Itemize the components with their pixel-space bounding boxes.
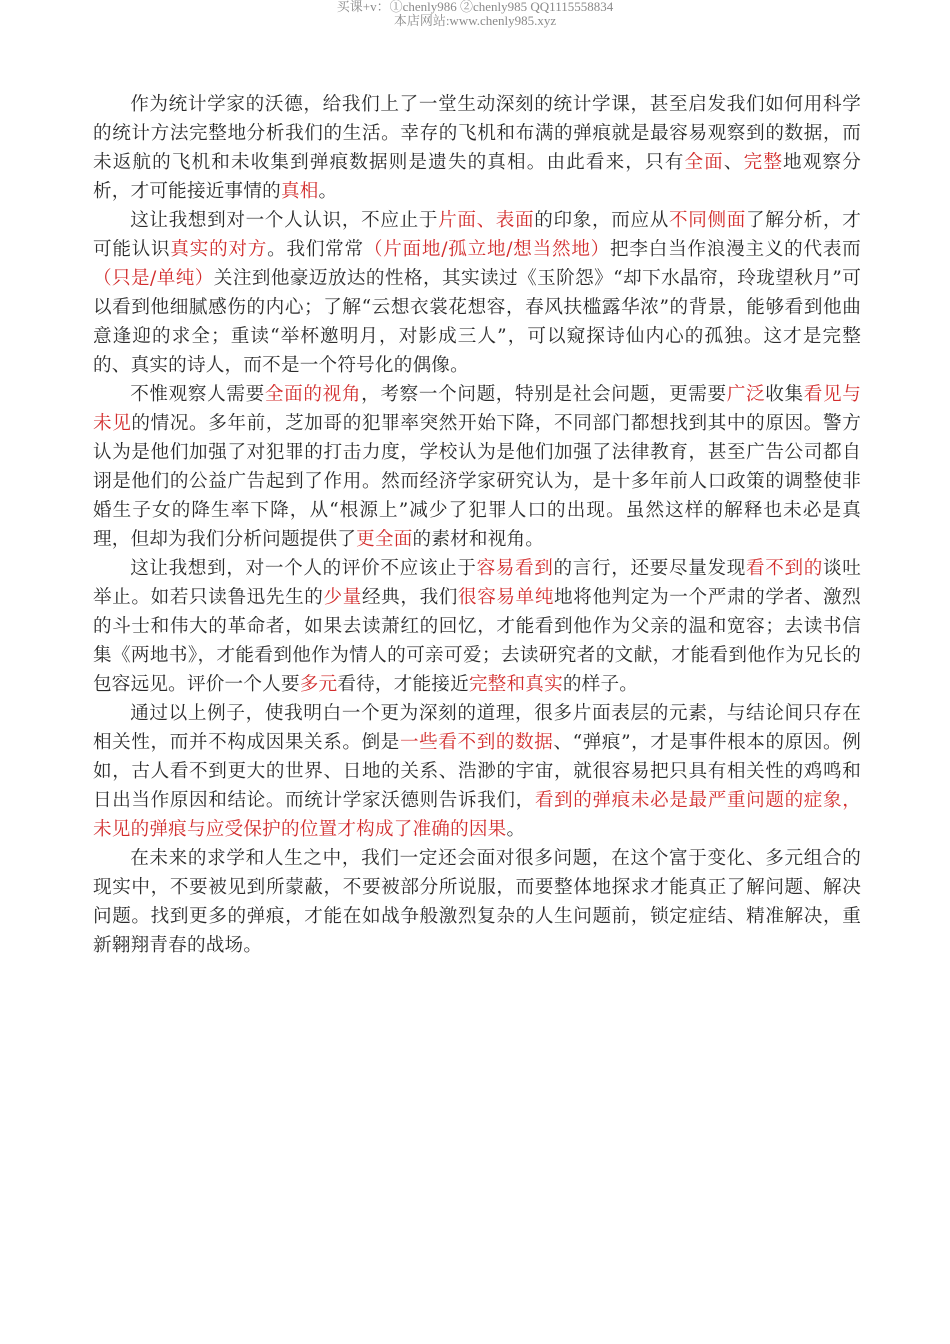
paragraph-3 [93,380,861,554]
paragraph-4 [93,554,861,699]
highlighted-text: 全面的视角 [264,384,362,405]
body-text: 关注到他豪迈放达的性格，其实读过《玉阶怨》“却下水晶帘，玲珑望秋月”可以看到他细腻感伤的内心；了解“云想衣裳花想容，春风扶槛露华浓”的背景，能够看到他曲意逢迎的求全；重读“举杯邀明月，对影成三人”，可以窥探诗仙内心的孤独。这才是完整的、真实的诗人，而不是一个符号化的偶像。 [93,268,861,376]
highlighted-text: （片面地/孤立地/想当然地） [363,239,611,260]
body-text: 的样子。 [562,674,639,695]
paragraph-2 [93,206,861,380]
body-text: 。我们常常 [267,239,364,260]
highlighted-text: 看不到的 [745,558,823,579]
highlighted-text: 更全面 [356,529,413,550]
body-text: 的印象，而应从 [534,210,669,231]
body-text: 这让我想到对一个人认识，不应止于 [130,210,439,231]
body-text: 谈吐举止。如若只读鲁迅先生的 [93,558,862,608]
highlighted-text: 看见与未见 [93,384,861,434]
body-text: 作为统计学家的沃德，给我们上了一堂生动深刻的统计学课，甚至启发我们如何用科学的统计方法完整地分析我们的生活。幸存的飞机和布满的弹痕就是最容易观察到的数据，而未返航的飞机和未收集到弹痕数据则是遗失的真相。由此看来，只有 [93,94,861,173]
highlighted-text: 广泛 [726,384,766,405]
highlighted-text: 一些看不到的数据 [399,732,554,753]
paragraph-5 [93,699,861,844]
body-text: 、“弹痕”，才是事件根本的原因。例如，古人看不到更大的世界、日地的关系、浩渺的宇宙，就很容易把只具有相关性的鸡鸣和日出当作原因和结论。而统计学家沃德则告诉我们， [93,732,861,811]
body-text: 。 [506,819,526,840]
highlighted-text: 多元 [299,674,338,695]
watermark-header [0,0,950,28]
highlighted-text: 容易看到 [476,558,554,579]
highlighted-text: （只是/单纯） [93,268,214,289]
essay-body [93,90,861,960]
paragraph-6 [93,844,861,960]
highlighted-text: 少量 [323,587,362,608]
body-text: 的言行，还要尽量发现 [553,558,746,579]
header-website-line: 本店网站:www.chenly985.xyz [393,13,557,28]
body-text: 经典，我们 [361,587,458,608]
body-text: 把李白当作浪漫主义的代表而 [610,239,861,260]
highlighted-text: 完整和真实 [468,674,563,695]
body-text: 地观察分析，才可能接近事情的 [93,152,861,202]
body-text: 地将他判定为一个严肃的学者、激烈的斗士和伟大的革命者，如果去读萧红的回忆，才能看到他作为父亲的温和宽容；去读书信集《两地书》，才能看到他作为情人的可亲可爱；去读研究者的文献，才能看到他作为兄长的包容远见。评价一个人要 [93,587,861,695]
body-text: 、 [723,152,744,173]
paragraph-1 [93,90,861,206]
body-text: 在未来的求学和人生之中，我们一定还会面对很多问题，在这个富于变化、多元组合的现实中，不要被见到所蒙蔽，不要被部分所说服，而要整体地探求才能真正了解问题、解决问题。找到更多的弹痕，才能在如战争般激烈复杂的人生问题前，锁定症结、精准解决，重新翱翔青春的战场。 [93,848,861,956]
highlighted-text: 看到的弹痕未必是最严重问题的症象，未见的弹痕与应受保护的位置才构成了准确的因果 [93,790,861,840]
body-text: 通过以上例子，使我明白一个更为深刻的道理，很多片面表层的元素，与结论间只存在相关性，而并不构成因果关系。倒是 [93,703,861,753]
highlighted-text: 很容易单纯 [457,587,555,608]
body-text: 看待，才能接近 [337,674,469,695]
body-text: ，考察一个问题，特别是社会问题，更需要 [361,384,727,405]
body-text: 的素材和视角。 [412,529,545,550]
header-contact-line: 买课+v：①chenly986 ②chenly985 QQ1115558834 [336,0,614,14]
body-text: 了解分析，才可能认识 [93,210,861,260]
highlighted-text: 真实的对方 [170,239,268,260]
body-text: 不惟观察人需要 [130,384,265,405]
highlighted-text: 全面 [684,152,724,173]
body-text: 的情况。多年前，芝加哥的犯罪率突然开始下降，不同部门都想找到其中的原因。警方认为是他们加强了对犯罪的打击力度，学校认为是他们加强了法律教育，甚至广告公司都自诩是他们的公益广告起到了作用。然而经济学家研究认为，是十多年前人口政策的调整使非婚生子女的降生率下降，从“根源上”减少了犯罪人口的出现。虽然这样的解释也未必是真理，但却为我们分析问题提供了 [93,413,861,550]
body-text: 收集 [765,384,804,405]
highlighted-text: 完整 [743,152,784,173]
highlighted-text: 真相 [280,181,319,202]
body-text: 。 [318,181,338,202]
highlighted-text: 片面、表面 [438,210,535,231]
highlighted-text: 不同侧面 [669,210,746,231]
body-text: 这让我想到，对一个人的评价不应该止于 [130,558,477,579]
